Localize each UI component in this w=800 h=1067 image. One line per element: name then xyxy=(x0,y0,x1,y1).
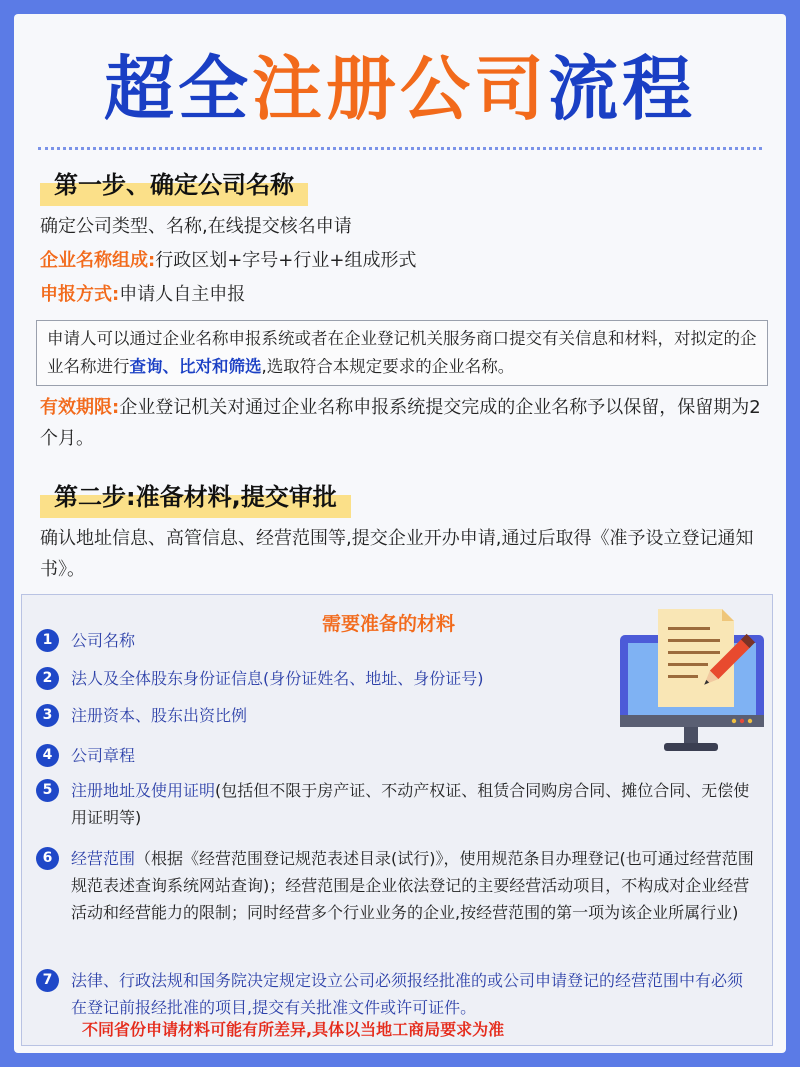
name-value: 行政区划+字号+行业+组成形式 xyxy=(155,250,417,271)
material-main: 法人及全体股东身份证信息(身份证姓名、地址、身份证号) xyxy=(71,669,484,688)
material-main: 经营范围 xyxy=(71,849,136,868)
material-text xyxy=(71,665,756,692)
dotted-divider xyxy=(38,147,762,150)
step1-heading: 第一步、确定公司名称 xyxy=(40,164,308,206)
material-item-3 xyxy=(36,702,756,729)
number-badge-icon: 1 xyxy=(36,629,59,652)
box-text-highlight: 查询、比对和筛选 xyxy=(129,357,262,376)
title-part-4: 流程 xyxy=(548,48,696,130)
number-badge-icon: 3 xyxy=(36,704,59,727)
material-item-2 xyxy=(36,665,756,692)
material-item-4 xyxy=(36,742,756,769)
method-label: 申报方式: xyxy=(40,284,120,305)
step1-validity xyxy=(40,392,770,454)
step1-name-line xyxy=(40,247,416,275)
material-item-7 xyxy=(36,967,756,1021)
title-part-3: 公司 xyxy=(400,48,548,130)
material-item-6 xyxy=(36,845,756,926)
material-text xyxy=(71,742,756,769)
page-title xyxy=(14,44,786,134)
material-main: 注册资本、股东出资比例 xyxy=(71,706,248,725)
title-part-1: 超全 xyxy=(104,48,252,130)
step1-line1: 确定公司类型、名称,在线提交核名申请 xyxy=(40,216,352,237)
material-main: 公司章程 xyxy=(71,746,136,765)
number-badge-icon: 4 xyxy=(36,744,59,767)
materials-title: 需要准备的材料 xyxy=(322,613,456,635)
material-text xyxy=(71,702,756,729)
material-extra: （根据《经营范围登记规范表述目录(试行)》，使用规范条目办理登记(也可通过经营范围规范表述查询系统网站查询)；经营范围是企业依法登记的主要经营活动项目，不构成对企业经营活动和经营能力的限制；同时经营多个行业业务的企业,按经营范围的第一项为该企业所属行业) xyxy=(71,849,754,922)
step2-desc: 确认地址信息、高管信息、经营范围等,提交企业开办申请,通过后取得《准予设立登记通知书》。 xyxy=(40,528,754,580)
name-label: 企业名称组成: xyxy=(40,250,156,271)
step1-info-box xyxy=(36,320,768,386)
poster-card xyxy=(14,14,786,1053)
title-part-2: 注册 xyxy=(252,48,400,130)
material-text xyxy=(71,627,756,654)
info-box-text xyxy=(47,325,759,381)
box-text-pre: 申请人可以通过企业名称申报系统或者在企业登记机关服务商口提交有关信息和材料，对拟定的企业名称进行 xyxy=(47,329,757,376)
material-item-1 xyxy=(36,627,756,654)
number-badge-icon: 7 xyxy=(36,969,59,992)
material-main: 公司名称 xyxy=(71,631,136,650)
validity-label: 有效期限: xyxy=(40,397,120,418)
method-value: 申请人自主申报 xyxy=(119,284,246,305)
material-text xyxy=(71,967,756,1021)
material-main: 法律、行政法规和国务院决定规定设立公司必须报经批准的或公司申请登记的经营范围中有必须在登记前报经批准的项目,提交有关批准文件或许可证件。 xyxy=(71,971,744,1017)
validity-value: 企业登记机关对通过企业名称申报系统提交完成的企业名称予以保留，保留期为2个月。 xyxy=(40,397,761,449)
number-badge-icon: 2 xyxy=(36,667,59,690)
box-text-post: ,选取符合本规定要求的企业名称。 xyxy=(261,357,515,376)
number-badge-icon: 6 xyxy=(36,847,59,870)
step2-heading: 第二步:准备材料,提交审批 xyxy=(40,476,351,518)
material-item-5 xyxy=(36,777,756,831)
step1-method-line xyxy=(40,281,245,309)
materials-box xyxy=(21,594,773,1046)
material-main: 注册地址及使用证明 xyxy=(71,781,216,800)
number-badge-icon: 5 xyxy=(36,779,59,802)
material-extra: (包括但不限于房产证、不动产权证、租赁合同购房合同、摊位合同、无偿使用证明等) xyxy=(71,781,750,827)
material-text xyxy=(71,777,756,831)
material-text xyxy=(71,845,756,926)
warning-note: 不同省份申请材料可能有所差异,具体以当地工商局要求为准 xyxy=(82,1020,505,1039)
